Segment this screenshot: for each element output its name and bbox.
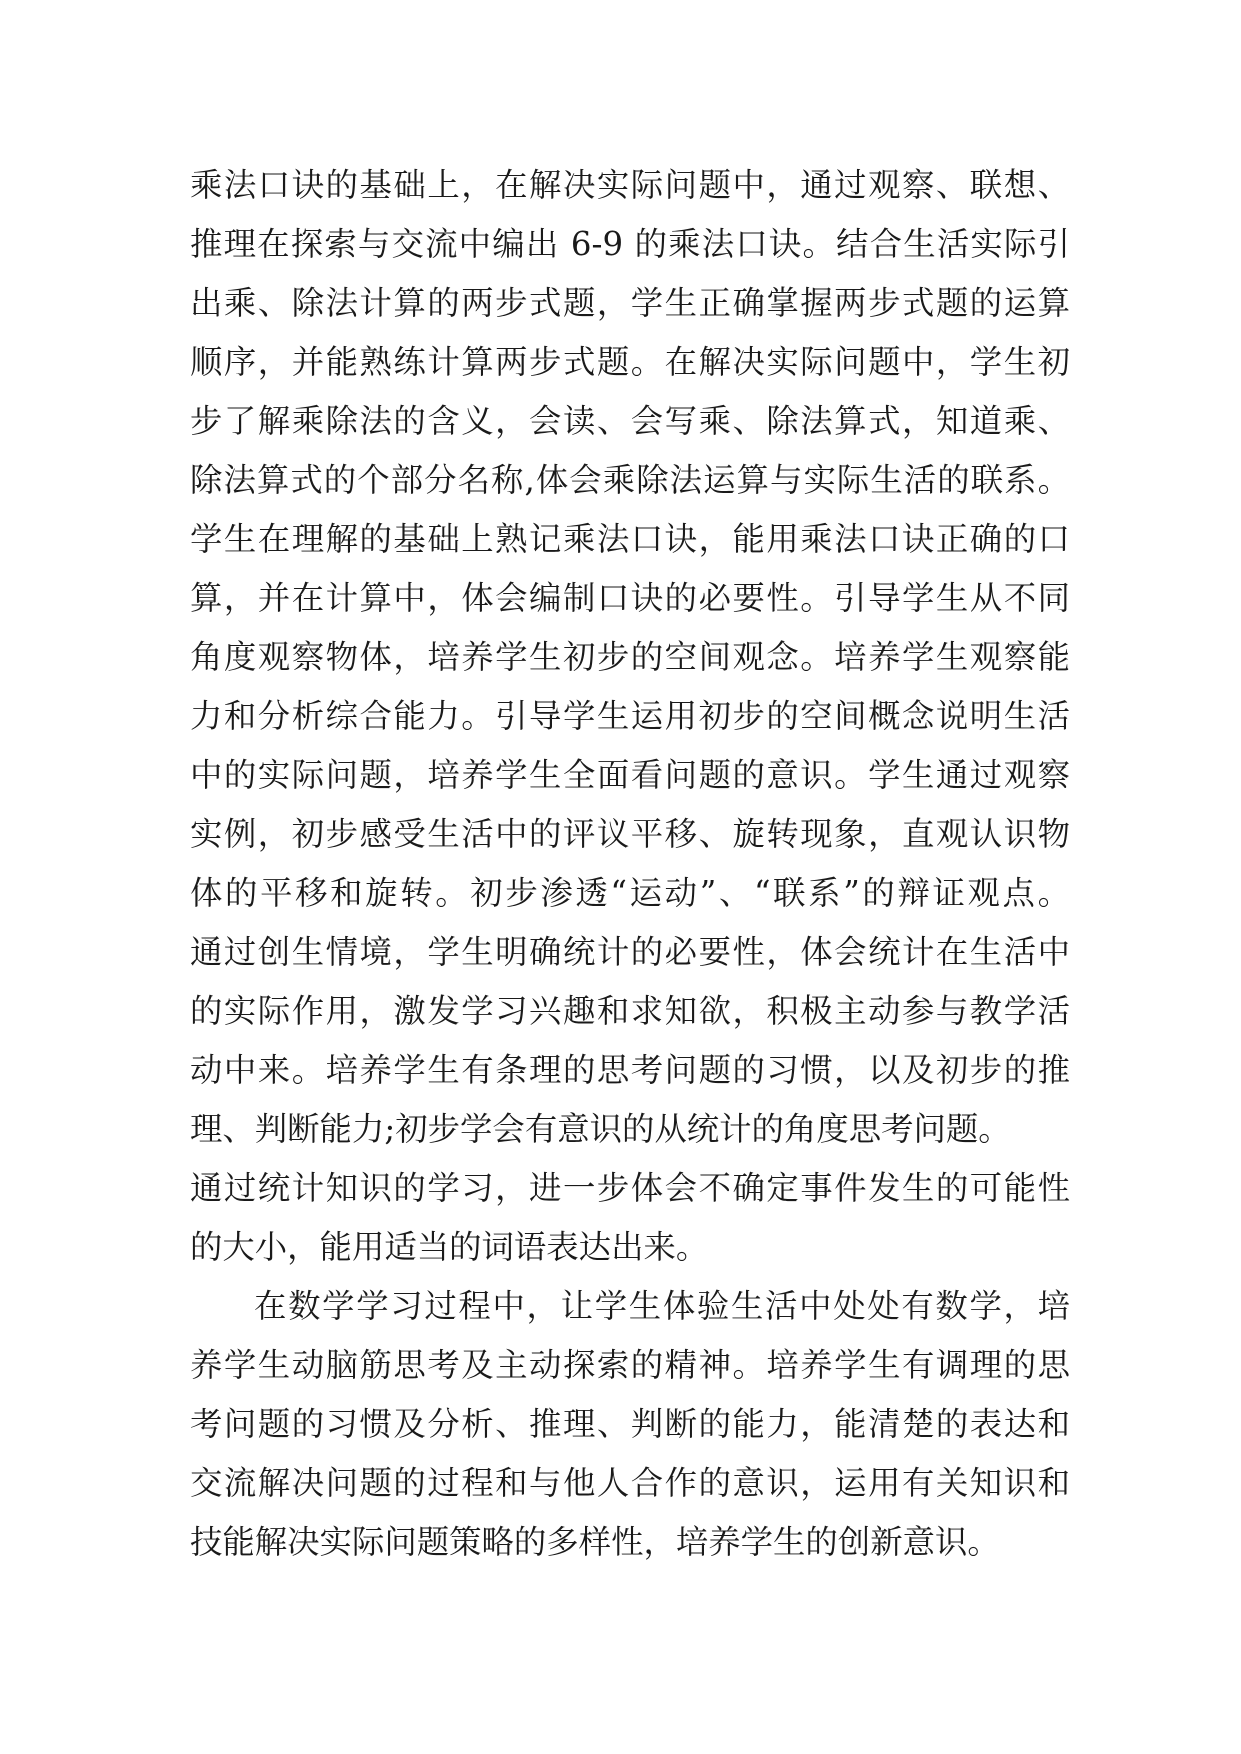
text-line: 中的实际问题，培养学生全面看问题的意识。学生通过观察 [190, 756, 1070, 794]
document-body [190, 156, 1070, 1572]
text-line: 交流解决问题的过程和与他人合作的意识，运用有关知识和 [190, 1464, 1070, 1502]
text-line: 理、判断能力;初步学会有意识的从统计的角度思考问题。 [190, 1110, 1011, 1148]
text-line: 的大小，能用适当的词语表达出来。 [190, 1228, 709, 1266]
text-line: 在数学学习过程中，让学生体验生活中处处有数学，培 [254, 1287, 1070, 1325]
text-line: 角度观察物体，培养学生初步的空间观念。培养学生观察能 [190, 638, 1070, 676]
text-line: 除法算式的个部分名称,体会乘除法运算与实际生活的联系。 [190, 461, 1070, 499]
paragraph-1 [190, 156, 1070, 1277]
text-line: 养学生动脑筋思考及主动探索的精神。培养学生有调理的思 [190, 1346, 1070, 1384]
text-line: 通过统计知识的学习，进一步体会不确定事件发生的可能性 [190, 1169, 1070, 1207]
text-line: 动中来。培养学生有条理的思考问题的习惯，以及初步的推 [190, 1051, 1070, 1089]
text-line: 体的平移和旋转。初步渗透“运动”、“联系”的辩证观点。 [190, 874, 1070, 912]
text-line: 顺序，并能熟练计算两步式题。在解决实际问题中，学生初 [190, 343, 1070, 381]
text-line: 算，并在计算中，体会编制口诀的必要性。引导学生从不同 [190, 579, 1070, 617]
text-line: 乘法口诀的基础上，在解决实际问题中，通过观察、联想、 [190, 166, 1070, 204]
text-line: 推理在探索与交流中编出 6-9 的乘法口诀。结合生活实际引 [190, 225, 1070, 263]
text-line: 实例，初步感受生活中的评议平移、旋转现象，直观认识物 [190, 815, 1070, 853]
text-line: 学生在理解的基础上熟记乘法口诀，能用乘法口诀正确的口 [190, 520, 1070, 558]
text-line: 出乘、除法计算的两步式题，学生正确掌握两步式题的运算 [190, 284, 1070, 322]
text-line: 的实际作用，激发学习兴趣和求知欲，积极主动参与教学活 [190, 992, 1070, 1030]
text-line: 考问题的习惯及分析、推理、判断的能力，能清楚的表达和 [190, 1405, 1070, 1443]
text-line: 力和分析综合能力。引导学生运用初步的空间概念说明生活 [190, 697, 1070, 735]
text-line: 通过创生情境，学生明确统计的必要性，体会统计在生活中 [190, 933, 1070, 971]
paragraph-2 [190, 1277, 1070, 1572]
text-line: 技能解决实际问题策略的多样性，培养学生的创新意识。 [190, 1523, 1000, 1561]
text-line: 步了解乘除法的含义，会读、会写乘、除法算式，知道乘、 [190, 402, 1070, 440]
